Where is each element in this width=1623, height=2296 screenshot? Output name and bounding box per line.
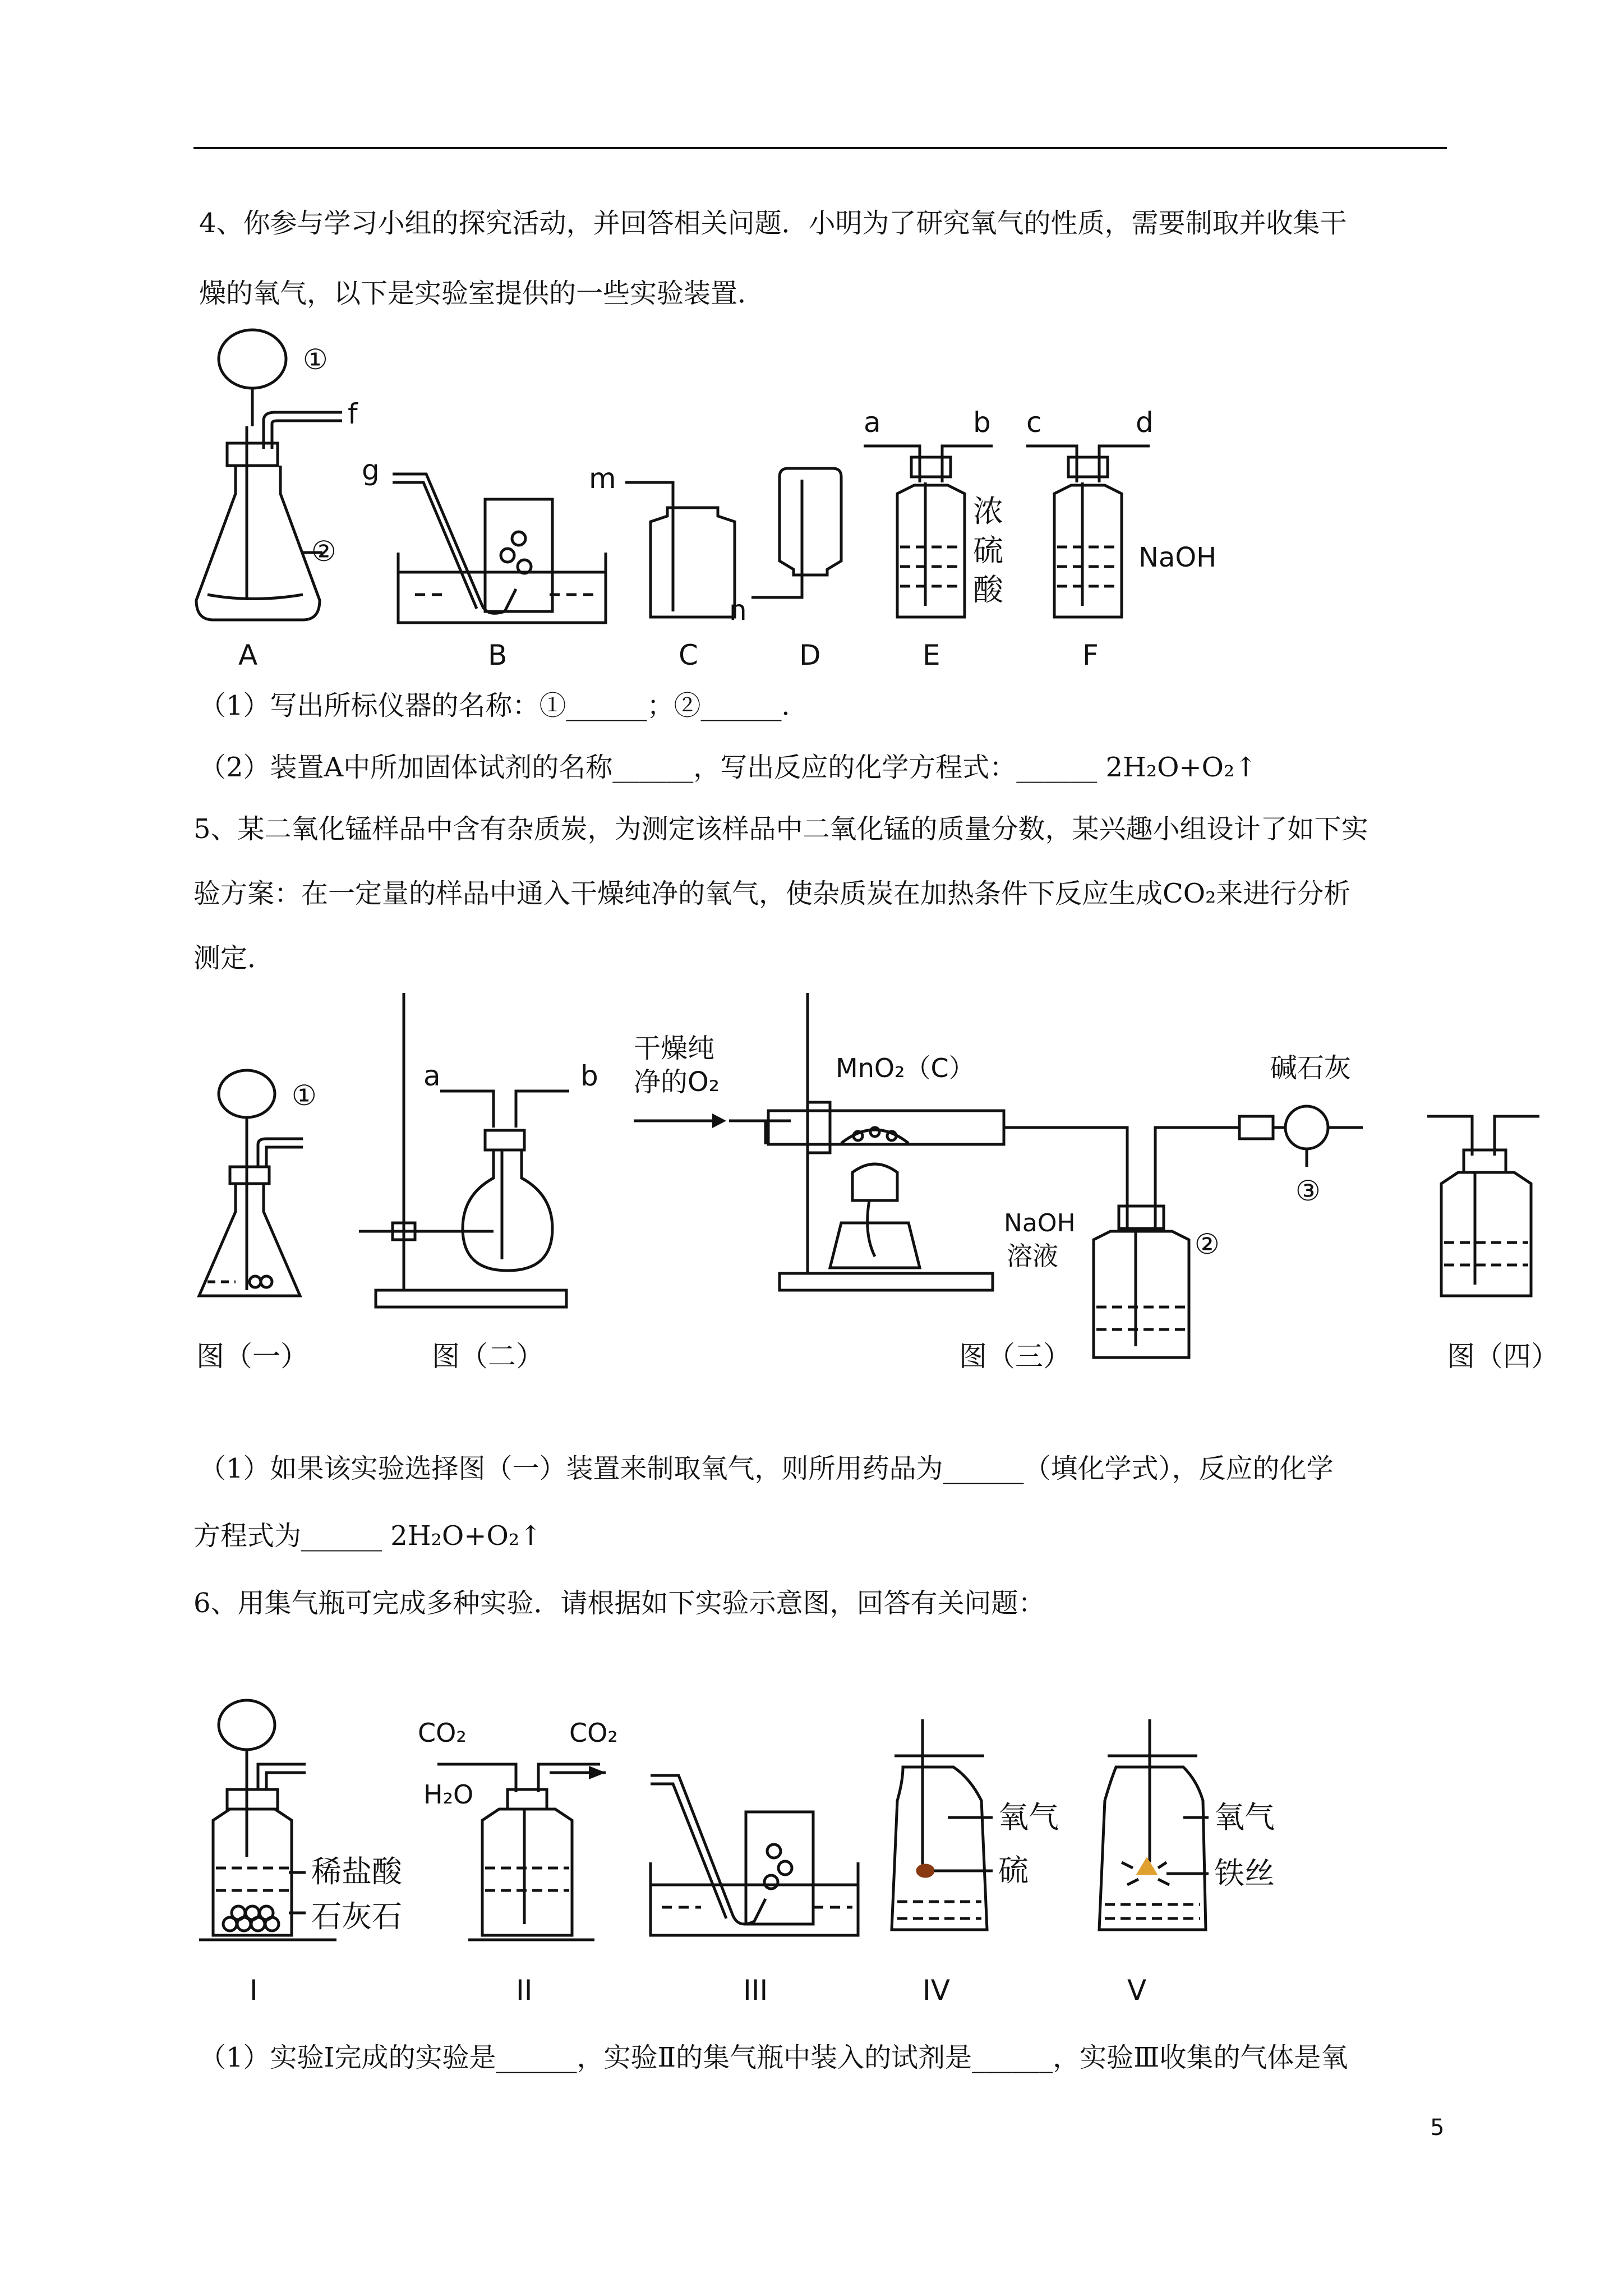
label-d: d — [1136, 406, 1154, 439]
label-q5-circle1: ① — [292, 1079, 317, 1112]
q5-line2: 验方案：在一定量的样品中通入干燥纯净的氧气，使杂质炭在加热条件下反应生成CO₂来进行分析 — [193, 878, 1351, 909]
label-roman-3: III — [743, 1974, 768, 2007]
label-a: a — [864, 406, 881, 439]
label-e-reagent-3: 酸 — [973, 572, 1003, 608]
q4-line2: 燥的氧气，以下是实验室提供的一些实验装置． — [199, 278, 765, 309]
label-naoh-1: NaOH — [1004, 1209, 1076, 1237]
label-circle1: ① — [303, 343, 328, 376]
page-number: 5 — [1430, 2115, 1445, 2141]
label-oxygen-4: 氧气 — [998, 1800, 1059, 1835]
label-fig4: 图（四） — [1447, 1340, 1559, 1373]
label-co2-in: CO₂ — [418, 1718, 467, 1748]
label-acid: 稀盐酸 — [311, 1854, 402, 1889]
label-soda-lime: 碱石灰 — [1270, 1052, 1352, 1084]
label-f-reagent: NaOH — [1138, 542, 1217, 573]
label-sulfur: 硫 — [998, 1853, 1029, 1888]
label-B: B — [488, 639, 508, 671]
experiment-three — [651, 1775, 858, 1935]
label-limestone: 石灰石 — [311, 1899, 402, 1934]
label-circle2: ② — [311, 535, 336, 568]
q5-sub1: （1）如果该实验选择图（一）装置来制取氧气，则所用药品为______（填化学式），反应的化学 — [199, 1453, 1334, 1484]
label-E: E — [923, 639, 940, 671]
label-roman-5: V — [1127, 1974, 1147, 2007]
experiment-five — [1099, 1719, 1209, 1930]
label-iron: 铁丝 — [1214, 1856, 1275, 1891]
label-q5-a: a — [423, 1060, 441, 1092]
label-water: H₂O — [423, 1779, 474, 1810]
experiment-four — [892, 1719, 993, 1930]
q4-sub1: （1）写出所标仪器的名称：①______；②______． — [199, 690, 809, 721]
label-roman-1: I — [250, 1974, 258, 2007]
label-gas-in-2: 净的O₂ — [634, 1066, 720, 1098]
q5-line3: 测定． — [193, 942, 275, 974]
label-g: g — [362, 454, 380, 486]
label-q5-circle3: ③ — [1295, 1175, 1321, 1207]
label-fig2: 图（二） — [432, 1340, 544, 1373]
label-e-reagent-1: 浓 — [973, 494, 1003, 529]
label-n: n — [729, 594, 747, 627]
q5-line1: 5、某二氧化锰样品中含有杂质炭，为测定该样品中二氧化锰的质量分数，某兴趣小组设计了如下实 — [193, 813, 1368, 845]
label-e-reagent-2: 硫 — [973, 533, 1003, 568]
label-b: b — [973, 406, 991, 439]
label-F: F — [1082, 639, 1099, 671]
label-c: c — [1026, 406, 1042, 439]
label-gas-in-1: 干燥纯 — [634, 1033, 715, 1064]
q6-sub1: （1）实验Ⅰ完成的实验是______，实验Ⅱ的集气瓶中装入的试剂是______，实验Ⅲ收集的气体是氧 — [199, 2042, 1348, 2073]
q4-line1: 4、你参与学习小组的探究活动，并回答相关问题．小明为了研究氧气的性质，需要制取并收集干 — [199, 208, 1347, 239]
label-naoh-2: 溶液 — [1007, 1241, 1058, 1271]
label-q5-b: b — [580, 1060, 598, 1092]
label-A: A — [238, 639, 258, 671]
q6-line1: 6、用集气瓶可完成多种实验．请根据如下实验示意图，回答有关问题： — [193, 1588, 1045, 1619]
label-fig3: 图（三） — [959, 1340, 1071, 1373]
label-C: C — [679, 639, 698, 671]
q5-sub2: 方程式为______ 2H₂O+O₂↑ — [193, 1520, 542, 1552]
q4-sub2: （2）装置A中所加固体试剂的名称______，写出反应的化学方程式：______ 2H₂O+O₂↑ — [199, 752, 1257, 783]
label-roman-2: II — [516, 1974, 533, 2007]
label-co2-out: CO₂ — [569, 1718, 618, 1748]
label-roman-4: IV — [923, 1974, 950, 2007]
label-oxygen-5: 氧气 — [1214, 1800, 1275, 1835]
label-fig1: 图（一） — [196, 1340, 308, 1373]
label-q5-circle2: ② — [1195, 1228, 1220, 1260]
label-m: m — [589, 462, 616, 495]
label-f: f — [348, 398, 358, 430]
label-sample: MnO₂（C） — [836, 1053, 975, 1083]
label-D: D — [799, 639, 821, 671]
